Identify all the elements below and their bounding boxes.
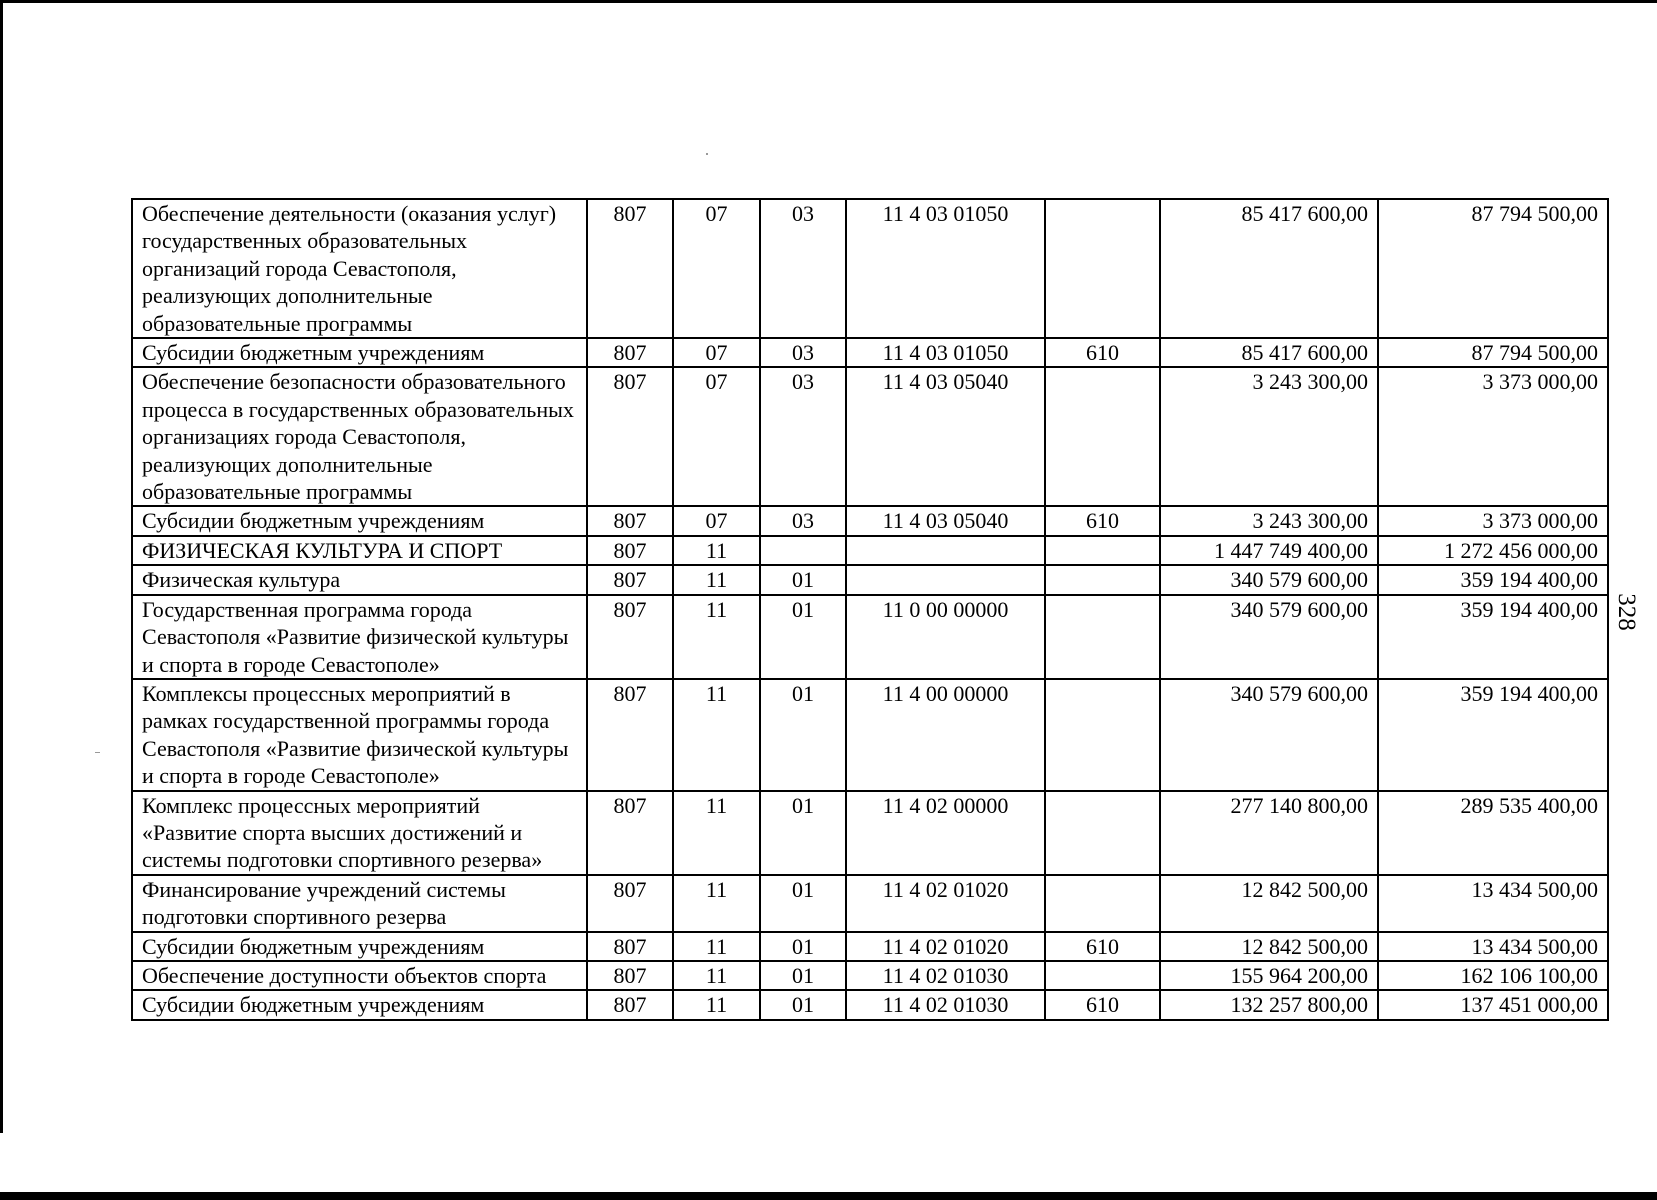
table-row — [132, 990, 1608, 1019]
budget-table — [131, 198, 1609, 1021]
ministry-code-cell: 807 — [587, 338, 673, 367]
subsection-code-cell: 01 — [760, 961, 846, 990]
amount-year2-cell: 359 194 400,00 — [1378, 679, 1608, 791]
ministry-code-cell: 807 — [587, 990, 673, 1019]
scan-border-left — [0, 0, 3, 1133]
section-code-cell: 11 — [673, 791, 760, 875]
target-article-cell: 11 4 02 01030 — [846, 990, 1045, 1019]
amount-year1-cell: 3 243 300,00 — [1160, 506, 1378, 535]
section-code-cell: 11 — [673, 595, 760, 679]
table-body — [132, 199, 1608, 1020]
item-name-cell: Финансирование учреждений системы подготовки спортивного резерва — [132, 875, 587, 932]
item-name-cell: Субсидии бюджетным учреждениям — [132, 990, 587, 1019]
target-article-cell: 11 4 03 01050 — [846, 199, 1045, 338]
expense-type-cell — [1045, 791, 1160, 875]
subsection-code-cell: 01 — [760, 875, 846, 932]
section-code-cell: 07 — [673, 338, 760, 367]
expense-type-cell — [1045, 536, 1160, 565]
ministry-code-cell: 807 — [587, 565, 673, 594]
ministry-code-cell: 807 — [587, 199, 673, 338]
table-row — [132, 961, 1608, 990]
item-name-cell: Субсидии бюджетным учреждениям — [132, 338, 587, 367]
expense-type-cell — [1045, 961, 1160, 990]
ministry-code-cell: 807 — [587, 506, 673, 535]
scan-speck — [706, 153, 708, 155]
target-article-cell — [846, 536, 1045, 565]
target-article-cell: 11 4 03 05040 — [846, 506, 1045, 535]
target-article-cell — [846, 565, 1045, 594]
amount-year2-cell: 359 194 400,00 — [1378, 565, 1608, 594]
expense-type-cell: 610 — [1045, 932, 1160, 961]
expense-type-cell — [1045, 565, 1160, 594]
target-article-cell: 11 4 02 01020 — [846, 932, 1045, 961]
table-row — [132, 199, 1608, 338]
amount-year1-cell: 85 417 600,00 — [1160, 338, 1378, 367]
target-article-cell: 11 4 00 00000 — [846, 679, 1045, 791]
item-name-cell: Субсидии бюджетным учреждениям — [132, 506, 587, 535]
amount-year2-cell: 13 434 500,00 — [1378, 932, 1608, 961]
ministry-code-cell: 807 — [587, 791, 673, 875]
expense-type-cell — [1045, 679, 1160, 791]
item-name-cell: Комплексы процессных мероприятий в рамках государственной программы города Севастополя «Развитие физической культуры и спорта в городе Севастополе» — [132, 679, 587, 791]
amount-year2-cell: 359 194 400,00 — [1378, 595, 1608, 679]
target-article-cell: 11 4 03 05040 — [846, 367, 1045, 506]
subsection-code-cell: 01 — [760, 990, 846, 1019]
section-code-cell: 11 — [673, 679, 760, 791]
amount-year1-cell: 85 417 600,00 — [1160, 199, 1378, 338]
expense-type-cell — [1045, 199, 1160, 338]
section-code-cell: 07 — [673, 506, 760, 535]
amount-year2-cell: 3 373 000,00 — [1378, 367, 1608, 506]
amount-year2-cell: 13 434 500,00 — [1378, 875, 1608, 932]
table-row — [132, 565, 1608, 594]
amount-year1-cell: 340 579 600,00 — [1160, 565, 1378, 594]
amount-year2-cell: 162 106 100,00 — [1378, 961, 1608, 990]
amount-year1-cell: 155 964 200,00 — [1160, 961, 1378, 990]
table-row — [132, 791, 1608, 875]
table-row — [132, 506, 1608, 535]
item-name-cell: ФИЗИЧЕСКАЯ КУЛЬТУРА И СПОРТ — [132, 536, 587, 565]
scan-border-bottom — [0, 1192, 1657, 1200]
expense-type-cell: 610 — [1045, 990, 1160, 1019]
amount-year2-cell: 87 794 500,00 — [1378, 199, 1608, 338]
section-code-cell: 11 — [673, 565, 760, 594]
item-name-cell: Физическая культура — [132, 565, 587, 594]
table-row — [132, 367, 1608, 506]
subsection-code-cell: 01 — [760, 595, 846, 679]
table-row — [132, 595, 1608, 679]
section-code-cell: 07 — [673, 367, 760, 506]
amount-year1-cell: 277 140 800,00 — [1160, 791, 1378, 875]
amount-year2-cell: 137 451 000,00 — [1378, 990, 1608, 1019]
section-code-cell: 11 — [673, 961, 760, 990]
target-article-cell: 11 4 03 01050 — [846, 338, 1045, 367]
expense-type-cell: 610 — [1045, 338, 1160, 367]
item-name-cell: Субсидии бюджетным учреждениям — [132, 932, 587, 961]
expense-type-cell — [1045, 875, 1160, 932]
table-row — [132, 536, 1608, 565]
page-number: 328 — [1613, 593, 1640, 631]
amount-year1-cell: 3 243 300,00 — [1160, 367, 1378, 506]
ministry-code-cell: 807 — [587, 367, 673, 506]
ministry-code-cell: 807 — [587, 536, 673, 565]
subsection-code-cell: 01 — [760, 791, 846, 875]
subsection-code-cell: 03 — [760, 506, 846, 535]
amount-year1-cell: 12 842 500,00 — [1160, 932, 1378, 961]
amount-year1-cell: 1 447 749 400,00 — [1160, 536, 1378, 565]
target-article-cell: 11 4 02 01020 — [846, 875, 1045, 932]
item-name-cell: Комплекс процессных мероприятий «Развитие спорта высших достижений и системы подготовки спортивного резерва» — [132, 791, 587, 875]
subsection-code-cell — [760, 536, 846, 565]
subsection-code-cell: 01 — [760, 565, 846, 594]
item-name-cell: Обеспечение доступности объектов спорта — [132, 961, 587, 990]
amount-year1-cell: 132 257 800,00 — [1160, 990, 1378, 1019]
target-article-cell: 11 4 02 01030 — [846, 961, 1045, 990]
expense-type-cell: 610 — [1045, 506, 1160, 535]
ministry-code-cell: 807 — [587, 961, 673, 990]
amount-year1-cell: 340 579 600,00 — [1160, 595, 1378, 679]
table-row — [132, 932, 1608, 961]
ministry-code-cell: 807 — [587, 875, 673, 932]
ministry-code-cell: 807 — [587, 595, 673, 679]
subsection-code-cell: 01 — [760, 932, 846, 961]
subsection-code-cell: 03 — [760, 199, 846, 338]
expense-type-cell — [1045, 367, 1160, 506]
subsection-code-cell: 03 — [760, 338, 846, 367]
expense-type-cell — [1045, 595, 1160, 679]
subsection-code-cell: 01 — [760, 679, 846, 791]
ministry-code-cell: 807 — [587, 679, 673, 791]
scan-speck — [95, 752, 100, 753]
section-code-cell: 11 — [673, 990, 760, 1019]
section-code-cell: 07 — [673, 199, 760, 338]
section-code-cell: 11 — [673, 536, 760, 565]
item-name-cell: Государственная программа города Севастополя «Развитие физической культуры и спорта в городе Севастополе» — [132, 595, 587, 679]
amount-year2-cell: 289 535 400,00 — [1378, 791, 1608, 875]
table-row — [132, 338, 1608, 367]
item-name-cell: Обеспечение безопасности образовательного процесса в государственных образовательных организациях города Севастополя, реализующих дополнительные образовательные программы — [132, 367, 587, 506]
subsection-code-cell: 03 — [760, 367, 846, 506]
amount-year2-cell: 87 794 500,00 — [1378, 338, 1608, 367]
section-code-cell: 11 — [673, 875, 760, 932]
section-code-cell: 11 — [673, 932, 760, 961]
amount-year1-cell: 12 842 500,00 — [1160, 875, 1378, 932]
amount-year1-cell: 340 579 600,00 — [1160, 679, 1378, 791]
amount-year2-cell: 3 373 000,00 — [1378, 506, 1608, 535]
target-article-cell: 11 4 02 00000 — [846, 791, 1045, 875]
target-article-cell: 11 0 00 00000 — [846, 595, 1045, 679]
amount-year2-cell: 1 272 456 000,00 — [1378, 536, 1608, 565]
table-row — [132, 679, 1608, 791]
scan-border-top — [0, 0, 1657, 3]
ministry-code-cell: 807 — [587, 932, 673, 961]
table-row — [132, 875, 1608, 932]
item-name-cell: Обеспечение деятельности (оказания услуг) государственных образовательных организаций города Севастополя, реализующих дополнительные образовательные программы — [132, 199, 587, 338]
